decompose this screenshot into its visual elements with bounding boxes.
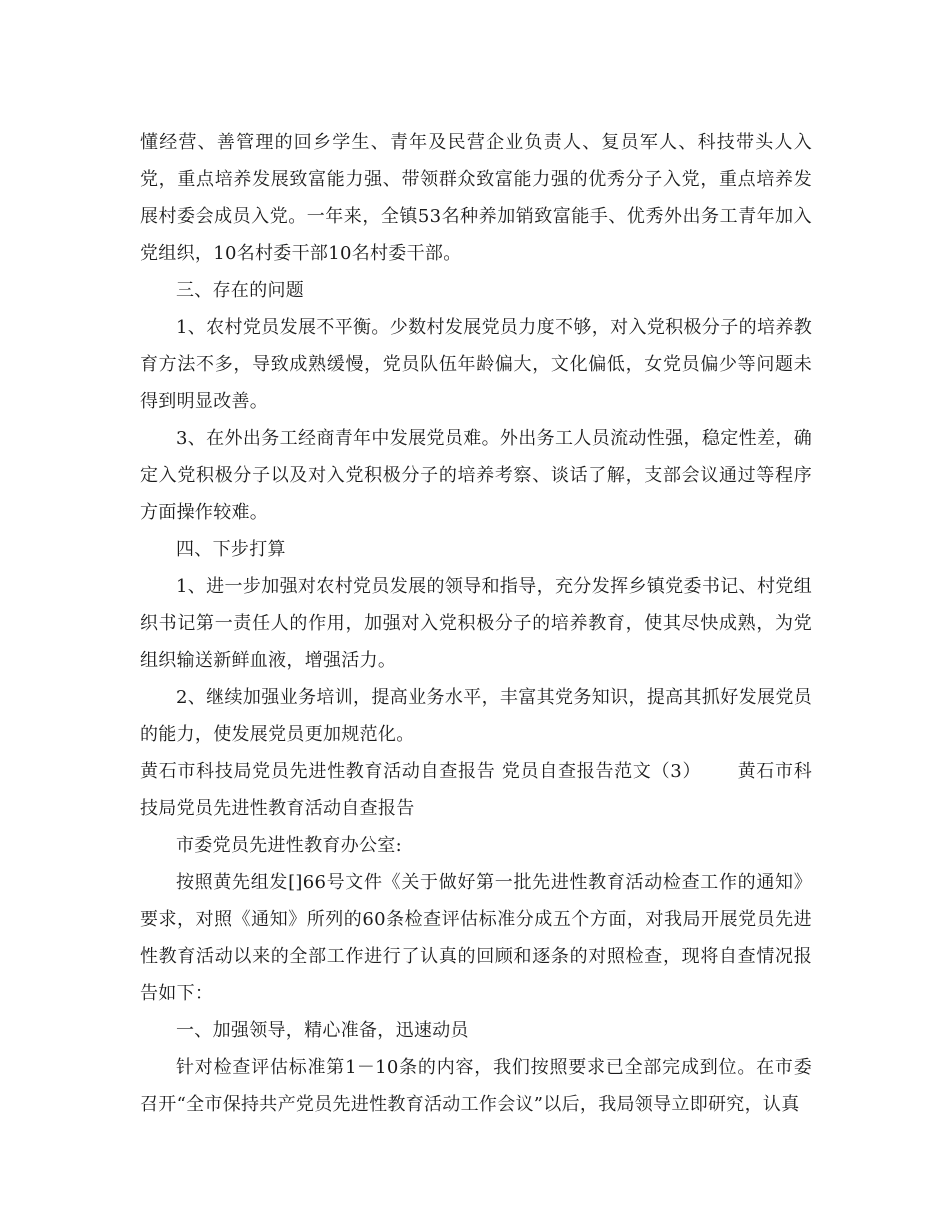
paragraph-next-step-1: 1、进一步加强对农村党员发展的领导和指导，充分发挥乡镇党委书记、村党组织书记第一责任人的作用，加强对入党积极分子的培养教育，使其尽快成熟，为党组织输送新鲜血液，增强活力。 (140, 576, 812, 671)
paragraph-report-intro: 按照黄先组发[]66号文件《关于做好第一批先进性教育活动检查工作的通知》要求，对照《通知》所列的60条检查评估标准分成五个方面，对我局开展党员先进性教育活动以来的全部工作进行了认真的回顾和逐条的对照检查，现将自查情况报告如下： (140, 872, 812, 1004)
section-heading-existing-problems: 三、存在的问题 (176, 280, 305, 301)
document-body (140, 124, 812, 1123)
addressee-line: 市委党员先进性教育办公室: (176, 835, 402, 856)
paragraph-next-step-2: 2、继续加强业务培训，提高业务水平，丰富其党务知识，提高其抓好发展党员的能力，使发展党员更加规范化。 (140, 687, 812, 745)
report-title-main: 黄石市科技局党员先进性教育活动自查报告 党员自查报告范文（3） (140, 761, 702, 782)
paragraph-party-development-continued: 懂经营、善管理的回乡学生、青年及民营企业负责人、复员军人、科技带头人入党，重点培养发展致富能力强、带领群众致富能力强的优秀分子入党，重点培养发展村委会成员入党。一年来，全镇53名种养加销致富能手、优秀外出务工青年加入党组织，10名村委干部10名村委干部。 (140, 132, 812, 264)
report-title-line (140, 753, 812, 827)
paragraph-leadership-detail: 针对检查评估标准第1－10条的内容，我们按照要求已全部完成到位。在市委召开“全市保持共产党员先进性教育活动工作会议”以后，我局领导立即研究，认真 (140, 1057, 812, 1115)
report-title-repeat: 黄石市科技局党员先进性教育活动自查报告 (140, 761, 812, 819)
paragraph-problem-1: 1、农村党员发展不平衡。少数村发展党员力度不够，对入党积极分子的培养教育方法不多，导致成熟缓慢，党员队伍年龄偏大，文化偏低，女党员偏少等问题未得到明显改善。 (140, 317, 812, 412)
paragraph-problem-3: 3、在外出务工经商青年中发展党员难。外出务工人员流动性强，稳定性差，确定入党积极分子以及对入党积极分子的培养考察、谈话了解，支部会议通过等程序方面操作较难。 (140, 428, 812, 523)
section-heading-strengthen-leadership: 一、加强领导，精心准备，迅速动员 (176, 1020, 469, 1041)
section-heading-next-steps: 四、下步打算 (176, 539, 286, 560)
